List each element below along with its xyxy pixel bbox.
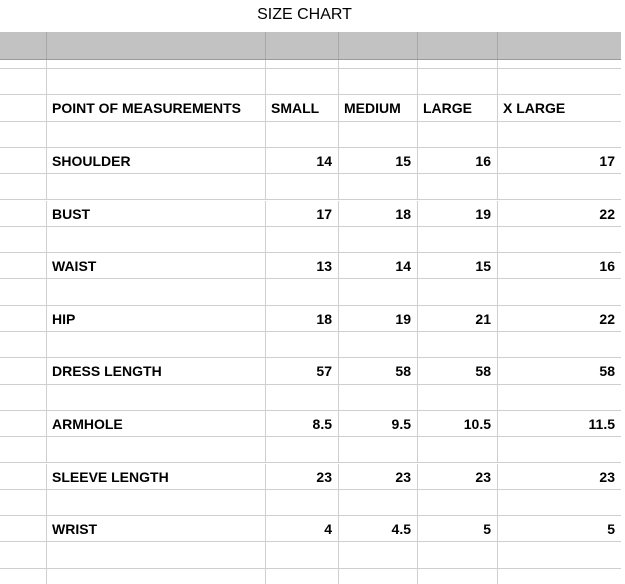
table-cell[interactable] — [0, 122, 47, 147]
table-cell[interactable] — [498, 122, 621, 147]
column-header-cell[interactable] — [498, 32, 621, 59]
table-cell[interactable]: X LARGE — [503, 100, 566, 117]
table-cell[interactable]: 18 — [266, 306, 339, 331]
table-cell[interactable]: WRIST — [47, 516, 266, 541]
table-cell[interactable] — [0, 201, 47, 226]
table-cell[interactable]: 19 — [418, 201, 498, 226]
table-cell[interactable] — [266, 385, 339, 410]
table-cell[interactable] — [339, 279, 418, 304]
table-cell[interactable] — [266, 332, 339, 357]
table-cell[interactable] — [266, 542, 339, 567]
table-cell[interactable] — [418, 174, 498, 199]
table-cell[interactable] — [47, 69, 266, 94]
table-row — [0, 464, 621, 490]
table-cell[interactable]: 58 — [339, 358, 418, 383]
table-cell[interactable] — [418, 569, 498, 584]
table-cell[interactable]: 58 — [599, 363, 615, 380]
sheet-title: SIZE CHART — [257, 6, 352, 23]
table-cell[interactable]: 15 — [418, 253, 498, 278]
table-cell[interactable] — [47, 122, 266, 147]
table-cell[interactable]: 5 — [418, 516, 498, 541]
table-cell[interactable] — [47, 490, 266, 515]
spacer-row — [0, 174, 621, 200]
table-cell[interactable]: 18 — [339, 201, 418, 226]
table-cell[interactable]: 11.5 — [588, 415, 615, 432]
table-cell[interactable] — [498, 69, 621, 94]
table-row — [0, 358, 621, 384]
table-cell[interactable] — [0, 148, 47, 173]
table-cell[interactable] — [266, 69, 339, 94]
table-cell[interactable] — [498, 542, 621, 567]
table-cell[interactable]: 17 — [599, 152, 615, 169]
spacer-row — [0, 542, 621, 568]
table-cell[interactable]: POINT OF MEASUREMENTS — [47, 95, 266, 120]
column-header-cell[interactable] — [47, 32, 266, 59]
table-cell[interactable] — [266, 437, 339, 462]
table-cell[interactable] — [418, 227, 498, 252]
table-cell[interactable]: SLEEVE LENGTH — [47, 464, 266, 489]
table-cell[interactable] — [0, 569, 47, 584]
table-row — [0, 253, 621, 279]
table-cell[interactable] — [498, 332, 621, 357]
table-cell[interactable]: 23 — [599, 468, 615, 485]
table-cell[interactable]: 21 — [418, 306, 498, 331]
table-cell[interactable]: LARGE — [418, 95, 498, 120]
table-cell[interactable] — [498, 60, 621, 68]
table-cell[interactable]: 13 — [266, 253, 339, 278]
table-cell[interactable] — [266, 174, 339, 199]
spacer-row — [0, 385, 621, 411]
table-cell[interactable] — [418, 490, 498, 515]
table-cell[interactable] — [418, 69, 498, 94]
table-cell[interactable]: 4.5 — [339, 516, 418, 541]
table-cell[interactable] — [0, 306, 47, 331]
table-cell[interactable] — [266, 490, 339, 515]
table-cell[interactable]: 58 — [418, 358, 498, 383]
table-cell[interactable]: 23 — [339, 464, 418, 489]
spacer-row — [0, 69, 621, 95]
table-cell[interactable]: 16 — [599, 258, 615, 275]
table-cell[interactable]: 10.5 — [418, 411, 498, 436]
table-cell[interactable] — [0, 358, 47, 383]
table-cell[interactable] — [0, 69, 47, 94]
table-cell[interactable]: 15 — [339, 148, 418, 173]
table-cell[interactable] — [498, 174, 621, 199]
table-cell[interactable] — [47, 385, 266, 410]
table-cell[interactable]: BUST — [47, 201, 266, 226]
table-cell[interactable]: 16 — [418, 148, 498, 173]
table-cell[interactable] — [47, 542, 266, 567]
table-cell[interactable] — [0, 279, 47, 304]
table-cell[interactable] — [339, 227, 418, 252]
spacer-row — [0, 437, 621, 463]
table-cell[interactable] — [0, 490, 47, 515]
table-cell[interactable]: WAIST — [47, 253, 266, 278]
table-cell[interactable]: 5 — [607, 521, 615, 538]
table-cell[interactable] — [47, 60, 266, 68]
table-cell[interactable]: 14 — [339, 253, 418, 278]
table-cell[interactable]: 17 — [266, 201, 339, 226]
table-cell[interactable] — [498, 437, 621, 462]
table-cell[interactable] — [266, 227, 339, 252]
column-header-bar — [0, 32, 621, 60]
table-cell[interactable] — [339, 490, 418, 515]
table-cell[interactable]: 57 — [266, 358, 339, 383]
table-cell[interactable] — [498, 490, 621, 515]
table-cell[interactable] — [0, 464, 47, 489]
table-cell[interactable] — [0, 516, 47, 541]
table-cell[interactable]: 23 — [418, 464, 498, 489]
table-cell[interactable] — [0, 542, 47, 567]
table-cell[interactable] — [0, 385, 47, 410]
size-chart-grid — [0, 32, 621, 584]
table-cell[interactable]: 14 — [266, 148, 339, 173]
table-cell[interactable]: 19 — [339, 306, 418, 331]
column-header-cell[interactable] — [339, 32, 418, 59]
table-cell[interactable]: DRESS LENGTH — [47, 358, 266, 383]
table-cell[interactable] — [418, 385, 498, 410]
spacer-row — [0, 122, 621, 148]
spacer-row — [0, 490, 621, 516]
spacer-row — [0, 227, 621, 253]
table-cell[interactable]: 22 — [599, 205, 615, 222]
table-cell[interactable] — [47, 569, 266, 584]
table-cell[interactable]: 4 — [266, 516, 339, 541]
table-cell[interactable] — [47, 174, 266, 199]
table-cell[interactable] — [498, 279, 621, 304]
measurement-header-row — [0, 95, 621, 121]
column-header-cell[interactable] — [266, 32, 339, 59]
table-cell[interactable] — [498, 385, 621, 410]
table-cell[interactable] — [47, 227, 266, 252]
table-row — [0, 411, 621, 437]
spacer-row — [0, 279, 621, 305]
table-cell[interactable] — [0, 332, 47, 357]
table-cell[interactable] — [0, 227, 47, 252]
table-cell[interactable]: 9.5 — [339, 411, 418, 436]
table-cell[interactable] — [418, 437, 498, 462]
table-cell[interactable] — [266, 122, 339, 147]
table-cell[interactable] — [266, 569, 339, 584]
table-cell[interactable] — [498, 569, 621, 584]
table-cell[interactable]: 23 — [266, 464, 339, 489]
table-row — [0, 516, 621, 542]
table-cell[interactable] — [498, 227, 621, 252]
table-cell[interactable] — [418, 542, 498, 567]
spacer-row — [0, 332, 621, 358]
table-cell[interactable] — [339, 385, 418, 410]
column-header-cell[interactable] — [418, 32, 498, 59]
table-cell[interactable] — [47, 332, 266, 357]
table-cell[interactable] — [0, 174, 47, 199]
table-cell[interactable] — [266, 60, 339, 68]
table-row — [0, 306, 621, 332]
spacer-row — [0, 60, 621, 69]
table-cell[interactable] — [418, 60, 498, 68]
table-row — [0, 148, 621, 174]
table-cell[interactable] — [0, 253, 47, 278]
table-cell[interactable] — [339, 332, 418, 357]
table-cell[interactable] — [0, 437, 47, 462]
table-cell[interactable]: ARMHOLE — [47, 411, 266, 436]
table-cell[interactable] — [47, 437, 266, 462]
table-cell[interactable]: HIP — [47, 306, 266, 331]
table-cell[interactable] — [266, 279, 339, 304]
table-row — [0, 201, 621, 227]
table-cell[interactable]: 8.5 — [266, 411, 339, 436]
table-cell[interactable] — [339, 542, 418, 567]
table-cell[interactable] — [339, 69, 418, 94]
table-cell[interactable]: SMALL — [266, 95, 339, 120]
table-cell[interactable] — [339, 437, 418, 462]
table-cell[interactable]: SHOULDER — [47, 148, 266, 173]
table-cell[interactable] — [418, 279, 498, 304]
table-cell[interactable]: 22 — [599, 310, 615, 327]
table-cell[interactable] — [418, 122, 498, 147]
table-cell[interactable] — [0, 411, 47, 436]
spacer-row — [0, 569, 621, 584]
table-cell[interactable] — [339, 122, 418, 147]
table-cell[interactable]: MEDIUM — [339, 95, 418, 120]
column-header-cell[interactable] — [0, 32, 47, 59]
table-cell[interactable] — [418, 332, 498, 357]
table-cell[interactable] — [47, 279, 266, 304]
table-cell[interactable] — [339, 60, 418, 68]
table-cell[interactable] — [0, 95, 47, 120]
table-cell[interactable] — [0, 60, 47, 68]
table-cell[interactable] — [339, 174, 418, 199]
table-cell[interactable] — [339, 569, 418, 584]
